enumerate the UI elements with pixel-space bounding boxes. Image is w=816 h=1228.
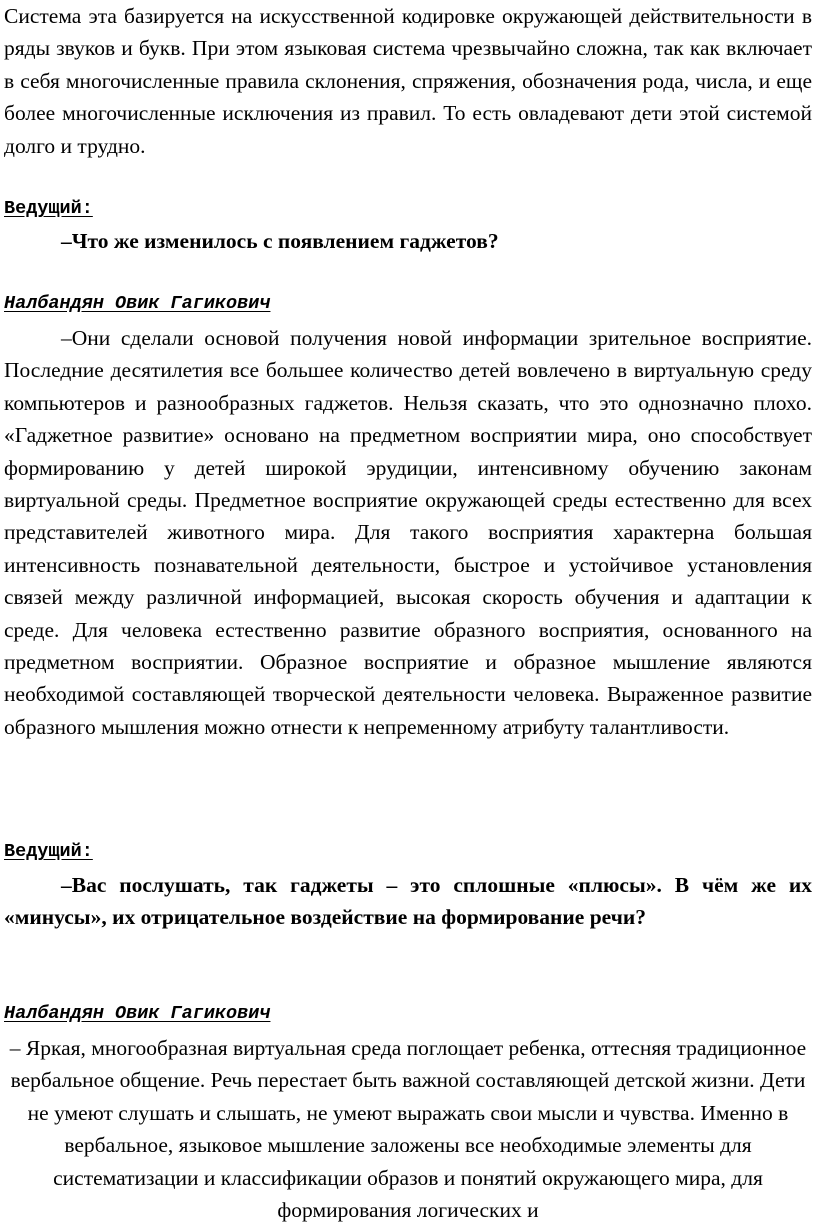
guest-answer-paragraph: – Яркая, многообразная виртуальная среда поглощает ребенка, оттесняя традиционное вербальное общение. Речь перестает быть важной составляющей детской жизни. Дети не умеют слушать и слышать, не умеют выражать свои мысли и чувства. Именно в вербальное, языковое мышление заложены все необходимые элементы для систематизации и классификации образов и понятий окружающего мира, для формирования логических и: [9, 1036, 807, 1223]
host-question: –Вас послушать, так гаджеты – это сплошные «плюсы». В чём же их «минусы», их отрицательное воздействие на формирование речи?: [4, 873, 812, 930]
guest-answer-paragraph: –Они сделали основой получения новой информации зрительное восприятие. Последние десятилетия все большее количество детей вовлечено в виртуальную среду компьютеров и разнообразных гаджетов. Нельзя сказать, что это однозначно плохо. «Гаджетное развитие» основано на предметном восприятии мира, оно способствует формированию у детей широкой эрудиции, интенсивному обучению законам виртуальной среды. Предметное восприятие окружающей среды естественно для всех представителей животного мира. Для такого восприятия характерна большая интенсивность познавательной деятельности, быстрое и устойчивое установления связей между различной информацией, высокая скорость обучения и адаптации к среде. Для человека естественно развитие образного восприятия, основанного на предметном восприятии. Образное восприятие и образное мышление являются необходимой составляющей творческой деятельности человека. Выраженное развитие образного мышления можно отнести к непременному атрибуту талантливости.: [4, 326, 812, 739]
host-label: Ведущий:: [4, 198, 93, 219]
guest-label: Налбандян Овик Гагикович: [4, 293, 271, 314]
host-question: –Что же изменилось с появлением гаджетов?: [61, 229, 499, 253]
guest-label: Налбандян Овик Гагикович: [4, 1003, 271, 1024]
intro-paragraph: Система эта базируется на искусственной кодировке окружающей действительности в ряды звуков и букв. При этом языковая система чрезвычайно сложна, так как включает в себя многочисленные правила склонения, спряжения, обозначения рода, числа, и еще более многочисленные исключения из правил. То есть овладевают дети этой системой долго и трудно.: [4, 4, 812, 158]
host-label: Ведущий:: [4, 841, 93, 862]
